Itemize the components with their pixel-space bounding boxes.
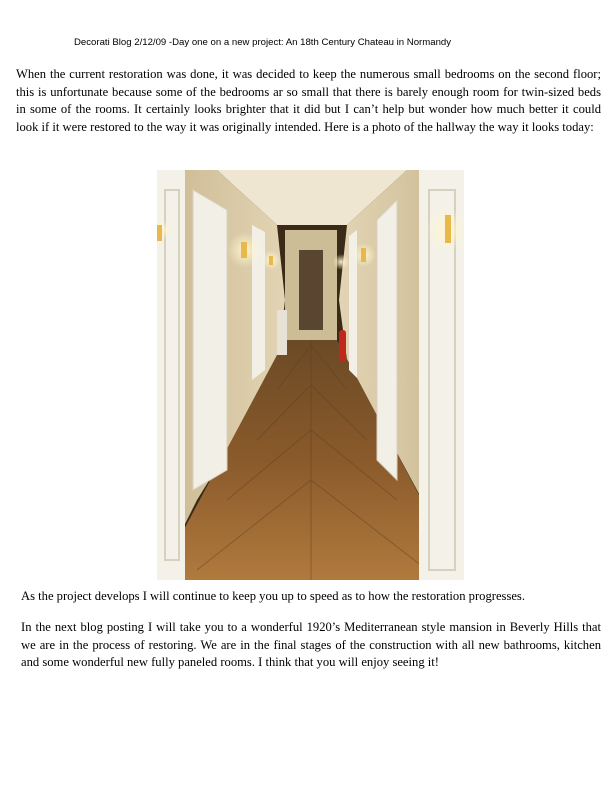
progress-paragraph: As the project develops I will continue to keep you up to speed as to how the restoration progresses. (21, 589, 525, 603)
hallway-photo (157, 170, 464, 580)
next-post-paragraph: In the next blog posting I will take you to a wonderful 1920’s Mediterranean style mansion in Beverly Hills that we are in the process of restoring. We are in the final stages of the construction with all new bathrooms, kitchen and some wonderful new fully paneled rooms. I think that you will enjoy seeing it! (21, 620, 601, 670)
blog-header: Decorati Blog 2/12/09 -Day one on a new project: An 18th Century Chateau in Normandy (74, 37, 452, 48)
intro-paragraph: When the current restoration was done, it was decided to keep the numerous small bedrooms on the second floor; this is unfortunate because some of the bedrooms ar so small that there is barely enough room for twin-sized beds in some of the rooms. It certainly looks brighter that it did but I can’t help but wonder how much better it could look if it were restored to the way it was originally intended. Here is a photo of the hallway the way it looks today: (16, 67, 601, 134)
